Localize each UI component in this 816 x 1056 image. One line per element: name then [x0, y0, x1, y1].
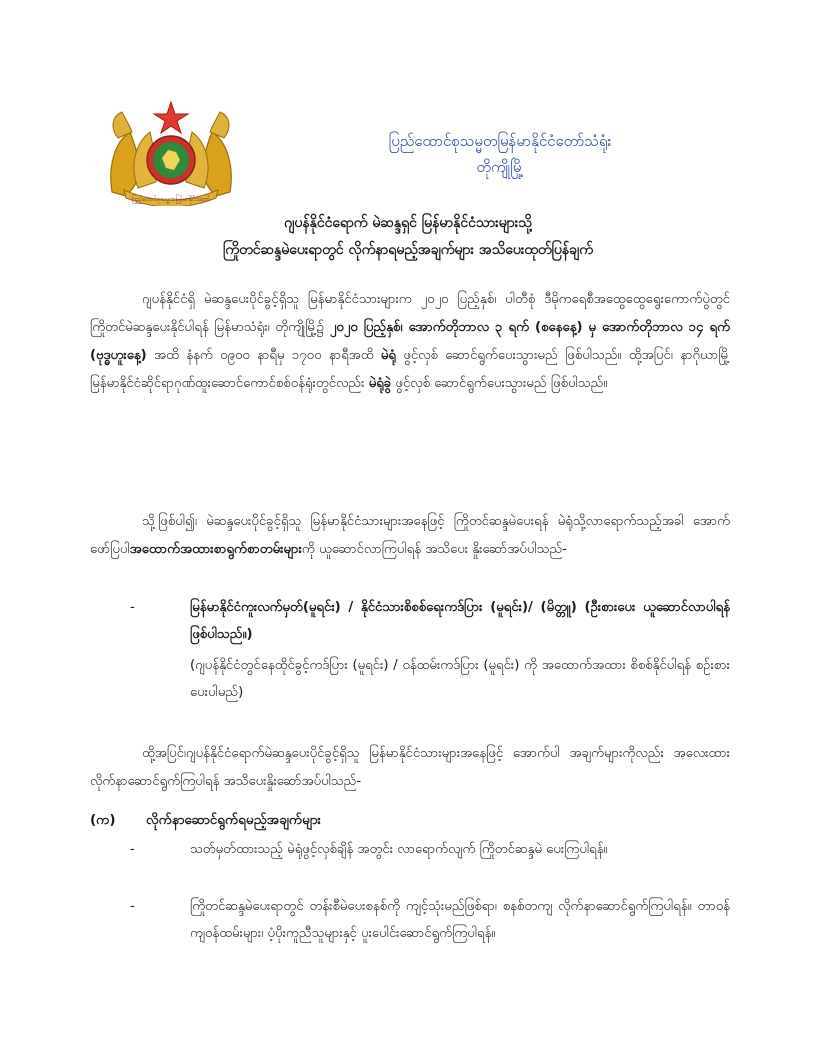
section-title: လိုက်နာဆောင်ရွက်ရမည့်အချက်များ [146, 812, 321, 828]
para1-text-3: ဖွင့်လှစ် ဆောင်ရွက်ပေးသွားမည် ဖြစ်ပါသည်။ ထို့အပြင်၊ နာဂိုယာမြို့မြန်မာနိုင်ငံဆိုင်ရာဂုဏ်ထူးဆောင်ကောင်စစ်ဝန်ရုံးတွင်လည်း [90, 348, 730, 391]
embassy-header [330, 128, 670, 180]
list-item [130, 893, 730, 947]
para1-sub-station: မဲရုံခွဲ [368, 376, 392, 391]
para1-text-4: ဖွင့်လှစ် ဆောင်ရွက်ပေးသွားမည် ဖြစ်ပါသည်။ [391, 376, 608, 391]
para2-text-2: ကို ယူဆောင်လာကြပါရန် အသိပေး နှိုးဆော်အပ်ပါသည်- [301, 542, 567, 557]
paragraph-1 [90, 286, 730, 398]
para1-text-1: ဂျပန်နိုင်ငံရှိ မဲဆန္ဒပေးပိုင်ခွင့်ရှိသူ မြန်မာနိုင်ငံသားများက ၂၀၂၀ ပြည့်နှစ်၊ ပါတီစုံ ဒီမိုကရေစီအထွေထွေရွေးကောက်ပွဲတွင်ကြိုတင်မဲဆန္ဒပေးနိုင်ပါရန် မြန်မာသံရုံး၊ တိုကျိုမြို့၌ [90, 292, 730, 335]
embassy-name: ပြည်ထောင်စုသမ္မတမြန်မာနိုင်ငံတော်သံရုံး [388, 132, 612, 150]
state-seal-emblem [104, 98, 238, 206]
section-marker: (က) [90, 812, 116, 828]
para1-polling-station: မဲရုံ [380, 348, 396, 363]
para2-documents: အထောက်အထားစာရွက်စာတမ်းများ [129, 542, 302, 557]
list-item-note: (ဂျပန်နိုင်ငံတွင်နေထိုင်ခွင့်ကဒ်ပြား (မူရင်း) / ဝန်ထမ်းကဒ်ပြား (မူရင်း) ကို အထောက်အထား စိစစ်နိုင်ပါရန် စဉ်းစားပေးပါမည်) [190, 658, 730, 700]
list-item-text: သတ်မှတ်ထားသည့် မဲရုံဖွင့်လှစ်ချိန် အတွင်း လာရောက်လျက် ကြိုတင်ဆန္ဒမဲ ပေးကြပါရန်။ [190, 842, 608, 857]
svg-text:ပြည်ထောင်စုသမ္မတမြန်မာနိုင်ငံတ: ပြည်ထောင်စုသမ္မတမြန်မာနိုင်ငံတော် [131, 196, 211, 203]
section-heading-a [90, 806, 730, 834]
para3-text: ထို့အပြင်၊ဂျပန်နိုင်ငံရောက်မဲဆန္ဒပေးပိုင်ခွင့်ရှိသူ မြန်မာနိုင်ငံသားများအနေဖြင့် အောက်ပါ အချက်များကိုလည်း အလေးထား လိုက်နာဆောင်ရွက်ကြပါရန် အသိပေးနှိုးဆော်အပ်ပါသည်- [90, 746, 730, 789]
list-item-text: ကြိုတင်ဆန္ဒမဲပေးရာတွင် တန်းစီမဲပေးစနစ်ကို ကျင့်သုံးမည်ဖြစ်ရာ၊ စနစ်တကျ လိုက်နာဆောင်ရွက်ကြပါရန်။ တာဝန်ကျဝန်ထမ်းများ၊ ပံ့ပိုးကူညီသူများနှင့် ပူးပေါင်းဆောင်ရွက်ကြပါရန်။ [190, 899, 730, 941]
title-line-2: ကြိုတင်ဆန္ဒမဲပေးရာတွင် လိုက်နာရမည့်အချက်များ အသိပေးထုတ်ပြန်ချက် [223, 242, 593, 258]
document-title [130, 210, 686, 264]
list-item-text: မြန်မာနိုင်ငံကူးလက်မှတ်(မူရင်း) / နိုင်ငံသားစိစစ်ရေးကဒ်ပြား (မူရင်း)/ (မိတ္တူ) (ဦးစားပေး ယူဆောင်လာပါရန် ဖြစ်ပါသည်။) [190, 600, 730, 642]
list-dash: - [130, 899, 135, 914]
list-dash: - [130, 600, 135, 615]
para1-text-2: အထိ နံနက် ၀၉၀၀ နာရီမှ ၁၇၀၀ နာရီအထိ [146, 348, 381, 363]
paragraph-2 [90, 508, 730, 564]
list-item [130, 836, 730, 863]
title-line-1: ဂျပန်နိုင်ငံရောက် မဲဆန္ဒရှင် မြန်မာနိုင်ငံသားများသို့ [284, 215, 532, 231]
para2-text-1: သို့ဖြစ်ပါ၍၊ မဲဆန္ဒပေးပိုင်ခွင့်ရှိသူ မြန်မာနိုင်ငံသားများအနေဖြင့် ကြိုတင်ဆန္ဒမဲပေးရန် မဲရုံသို့လာရောက်သည့်အခါ အောက်ဖော်ပြပါ [90, 514, 730, 557]
list-dash: - [130, 842, 135, 857]
para1-date-range: ၂၀၂၀ ပြည့်နှစ်၊ အောက်တိုဘာလ ၃ ရက် (စနေနေ့) မှ အောက်တိုဘာလ ၁၄ ရက် (ဗုဒ္ဓဟူးနေ့) [90, 320, 730, 363]
list-item-id-documents [130, 594, 730, 648]
embassy-city: တိုကျိုမြို့ [476, 158, 524, 176]
paragraph-3 [90, 740, 730, 796]
